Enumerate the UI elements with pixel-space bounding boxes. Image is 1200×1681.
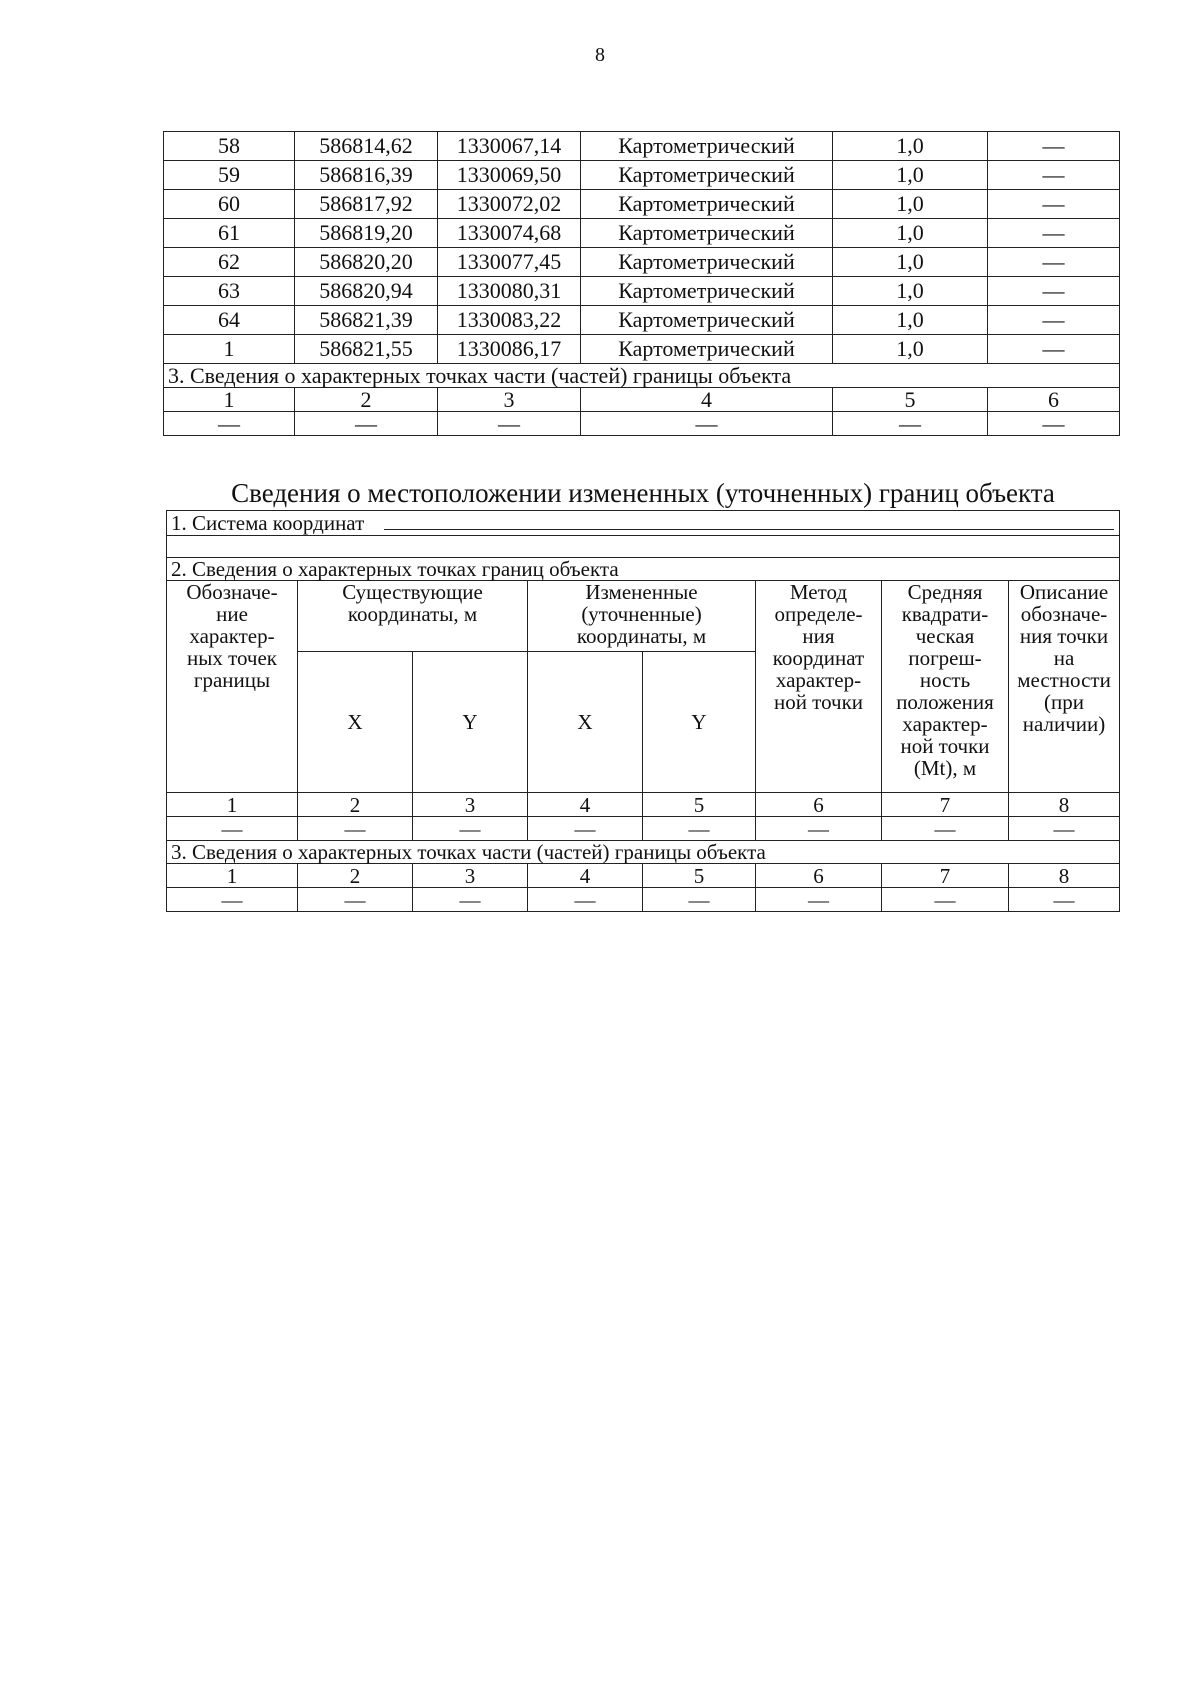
coord-x: 586819,20 — [295, 219, 438, 248]
section3-title-row — [164, 364, 1120, 388]
column-number: 8 — [1009, 793, 1120, 817]
coord-system-blank-line — [384, 513, 1114, 530]
coord-x: 586814,62 — [295, 132, 438, 161]
coord-x: 586820,20 — [295, 248, 438, 277]
table-row — [164, 190, 1120, 219]
column-number: 1 — [167, 864, 298, 888]
point-number: 1 — [164, 335, 295, 364]
header-x-existing: X — [298, 652, 413, 793]
table-row — [164, 277, 1120, 306]
column-number: 3 — [413, 793, 528, 817]
column-number: 6 — [988, 388, 1120, 412]
method: Картометрический — [581, 306, 833, 335]
dash-cell: — — [643, 817, 756, 841]
column-number: 4 — [581, 388, 833, 412]
coord-x: 586821,39 — [295, 306, 438, 335]
dash-cell: — — [167, 888, 298, 912]
dash-cell: — — [164, 412, 295, 436]
column-number: 2 — [298, 793, 413, 817]
coord-y: 1330074,68 — [438, 219, 581, 248]
error-value: 1,0 — [833, 219, 988, 248]
description: — — [988, 306, 1120, 335]
section3-title: 3. Сведения о характерных точках части (частей) границы объекта — [164, 364, 1120, 388]
point-number: 61 — [164, 219, 295, 248]
empty-data-row — [167, 888, 1120, 912]
section3-title-row — [167, 841, 1120, 864]
section2-title: 2. Сведения о характерных точках границ объекта — [167, 558, 1120, 581]
header-y-changed: Y — [643, 652, 756, 793]
spacer-row — [167, 536, 1120, 558]
empty-data-row — [167, 817, 1120, 841]
coord-y: 1330086,17 — [438, 335, 581, 364]
section3-title: 3. Сведения о характерных точках части (частей) границы объекта — [167, 841, 1120, 864]
error-value: 1,0 — [833, 161, 988, 190]
description: — — [988, 161, 1120, 190]
coord-y: 1330080,31 — [438, 277, 581, 306]
description: — — [988, 277, 1120, 306]
point-number: 63 — [164, 277, 295, 306]
table-row — [164, 248, 1120, 277]
dash-cell: — — [882, 888, 1009, 912]
column-number: 5 — [833, 388, 988, 412]
coord-x: 586821,55 — [295, 335, 438, 364]
section-heading: Сведения о местоположении измененных (уточненных) границ объекта — [231, 478, 1055, 508]
page-number: 8 — [595, 44, 605, 66]
column-number: 6 — [756, 864, 882, 888]
dash-cell: — — [438, 412, 581, 436]
column-number-row — [167, 793, 1120, 817]
dash-cell: — — [528, 888, 643, 912]
method: Картометрический — [581, 248, 833, 277]
dash-cell: — — [756, 817, 882, 841]
section2-title-row — [167, 558, 1120, 581]
description: — — [988, 248, 1120, 277]
header-row — [167, 581, 1120, 652]
error-value: 1,0 — [833, 335, 988, 364]
dash-cell: — — [882, 817, 1009, 841]
error-value: 1,0 — [833, 190, 988, 219]
column-number: 4 — [528, 793, 643, 817]
point-number: 60 — [164, 190, 295, 219]
dash-cell: — — [581, 412, 833, 436]
column-number: 5 — [643, 793, 756, 817]
coord-x: 586817,92 — [295, 190, 438, 219]
header-changed-coordinates: Измененные (уточненные) координаты, м — [528, 581, 756, 652]
column-number: 3 — [413, 864, 528, 888]
table-row — [164, 161, 1120, 190]
method: Картометрический — [581, 277, 833, 306]
dash-cell: — — [833, 412, 988, 436]
point-number: 62 — [164, 248, 295, 277]
coord-y: 1330077,45 — [438, 248, 581, 277]
coord-y: 1330069,50 — [438, 161, 581, 190]
dash-cell: — — [756, 888, 882, 912]
column-number: 7 — [882, 793, 1009, 817]
description: — — [988, 190, 1120, 219]
column-number: 1 — [164, 388, 295, 412]
method: Картометрический — [581, 219, 833, 248]
column-number: 5 — [643, 864, 756, 888]
header-description: Описание обозначе- ния точки на местности (при наличии) — [1009, 581, 1120, 793]
coord-system-label: 1. Система координат — [171, 510, 365, 535]
dash-cell: — — [643, 888, 756, 912]
method: Картометрический — [581, 161, 833, 190]
description: — — [988, 335, 1120, 364]
error-value: 1,0 — [833, 306, 988, 335]
column-number: 8 — [1009, 864, 1120, 888]
table-row — [164, 306, 1120, 335]
dash-cell: — — [528, 817, 643, 841]
header-x-changed: X — [528, 652, 643, 793]
point-number: 64 — [164, 306, 295, 335]
dash-cell: — — [413, 817, 528, 841]
coord-x: 586816,39 — [295, 161, 438, 190]
description: — — [988, 132, 1120, 161]
empty-data-row — [164, 412, 1120, 436]
boundary-points-table — [163, 131, 1120, 436]
coord-y: 1330083,22 — [438, 306, 581, 335]
table-row — [164, 335, 1120, 364]
error-value: 1,0 — [833, 248, 988, 277]
coord-y: 1330072,02 — [438, 190, 581, 219]
dash-cell: — — [298, 817, 413, 841]
dash-cell: — — [167, 817, 298, 841]
error-value: 1,0 — [833, 132, 988, 161]
header-method: Метод определе- ния координат характер- ной точки — [756, 581, 882, 793]
column-number-row — [167, 864, 1120, 888]
method: Картометрический — [581, 335, 833, 364]
coord-system-cell — [167, 511, 1120, 536]
header-existing-coordinates: Существующие координаты, м — [298, 581, 528, 652]
dash-cell: — — [988, 412, 1120, 436]
column-number: 2 — [295, 388, 438, 412]
column-number: 7 — [882, 864, 1009, 888]
dash-cell: — — [1009, 888, 1120, 912]
dash-cell: — — [1009, 817, 1120, 841]
error-value: 1,0 — [833, 277, 988, 306]
coord-y: 1330067,14 — [438, 132, 581, 161]
table-row — [164, 132, 1120, 161]
method: Картометрический — [581, 190, 833, 219]
column-number: 2 — [298, 864, 413, 888]
coord-x: 586820,94 — [295, 277, 438, 306]
column-number: 6 — [756, 793, 882, 817]
coord-system-row — [167, 511, 1120, 536]
description: — — [988, 219, 1120, 248]
column-number: 4 — [528, 864, 643, 888]
header-y-existing: Y — [413, 652, 528, 793]
spacer-cell — [167, 536, 1120, 558]
header-designation: Обозначе- ние характер- ных точек границы — [167, 581, 298, 793]
column-number-row — [164, 388, 1120, 412]
point-number: 59 — [164, 161, 295, 190]
method: Картометрический — [581, 132, 833, 161]
column-number: 1 — [167, 793, 298, 817]
table-row — [164, 219, 1120, 248]
changed-boundaries-table — [166, 510, 1120, 912]
dash-cell: — — [298, 888, 413, 912]
dash-cell: — — [413, 888, 528, 912]
point-number: 58 — [164, 132, 295, 161]
dash-cell: — — [295, 412, 438, 436]
column-number: 3 — [438, 388, 581, 412]
header-mean-error: Средняя квадрати- ческая погреш- ность положения характер- ной точки (Mt), м — [882, 581, 1009, 793]
